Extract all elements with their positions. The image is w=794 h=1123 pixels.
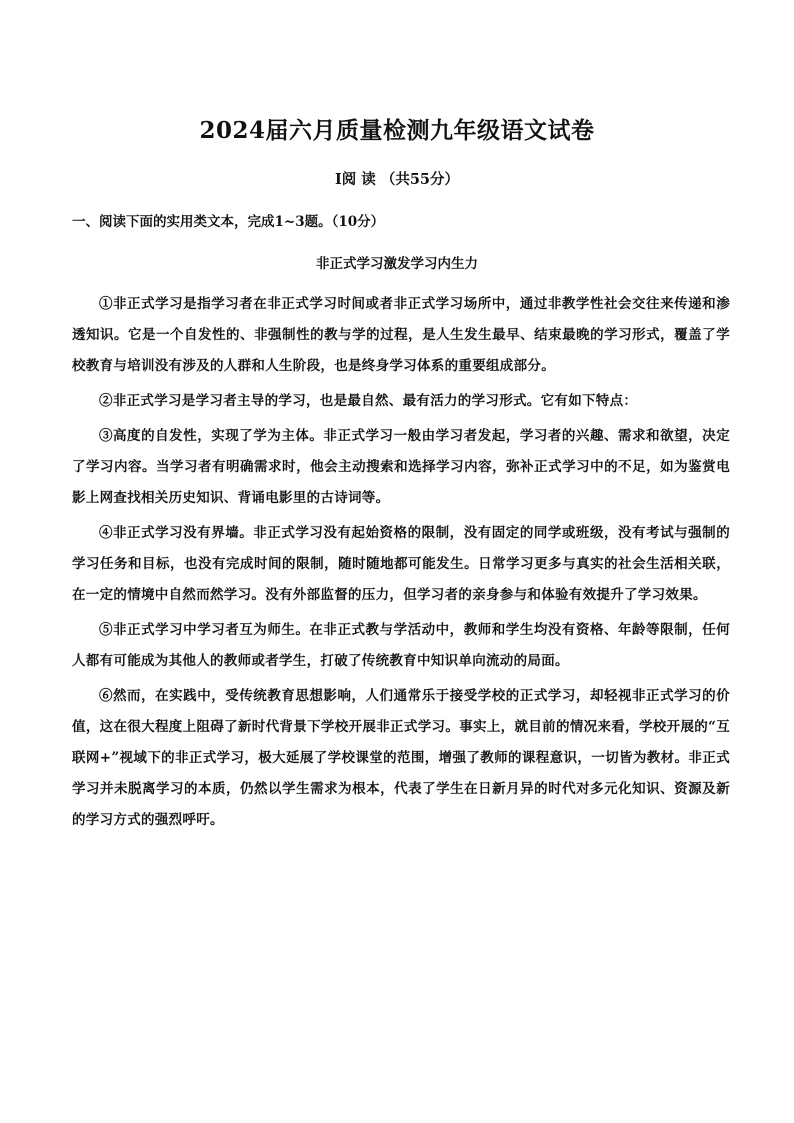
article-title: 非正式学习激发学习内生力	[316, 256, 478, 272]
paragraph-5: ⑤非正式学习中学习者互为师生。在非正式教与学活动中，教师和学生均没有资格、年龄等限制，任何人都有可能成为其他人的教师或者学生，打破了传统教育中知识单向流动的局面。	[72, 622, 730, 669]
paragraph-2: ②非正式学习是学习者主导的学习，也是最自然、最有活力的学习形式。它有如下特点：	[99, 393, 638, 409]
exam-title: 2024届六月质量检测九年级语文试卷	[199, 117, 595, 144]
paragraph-6: ⑥然而，在实践中，受传统教育思想影响，人们通常乐于接受学校的正式学习，却轻视非正式学习的价值，这在很大程度上阻碍了新时代背景下学校开展非正式学习。事实上，就目前的情况来看，学校开展的“互联网+”视域下的非正式学习，极大延展了学校课堂的范围，增强了教师的课程意识，一切皆为教材。非正式学习并未脱离学习的本质，仍然以学生需求为根本，代表了学生在日新月异的时代对多元化知识、资源及新的学习方式的强烈呼吁。	[72, 688, 730, 828]
question-instruction: 一、阅读下面的实用类文本，完成1~3题。（10分）	[72, 214, 385, 230]
paragraph-3: ③高度的自发性，实现了学为主体。非正式学习一般由学习者发起，学习者的兴趣、需求和欲望，决定了学习内容。当学习者有明确需求时，他会主动搜索和选择学习内容，弥补正式学习中的不足，如为鉴赏电影上网查找相关历史知识、背诵电影里的古诗词等。	[72, 428, 730, 506]
section-heading: Ⅰ阅 读 （共55分）	[334, 171, 460, 188]
article-body	[72, 289, 730, 840]
paragraph-1: ①非正式学习是指学习者在非正式学习时间或者非正式学习场所中，通过非教学性社会交往来传递和渗透知识。它是一个自发性的、非强制性的教与学的过程，是人生发生最早、结束最晚的学习形式，覆盖了学校教育与培训没有涉及的人群和人生阶段，也是终身学习体系的重要组成部分。	[72, 296, 730, 374]
paragraph-4: ④非正式学习没有界墙。非正式学习没有起始资格的限制，没有固定的同学或班级，没有考试与强制的学习任务和目标，也没有完成时间的限制，随时随地都可能发生。日常学习更多与真实的社会生活相关联，在一定的情境中自然而然学习。没有外部监督的压力，但学习者的亲身参与和体验有效提升了学习效果。	[72, 525, 730, 603]
